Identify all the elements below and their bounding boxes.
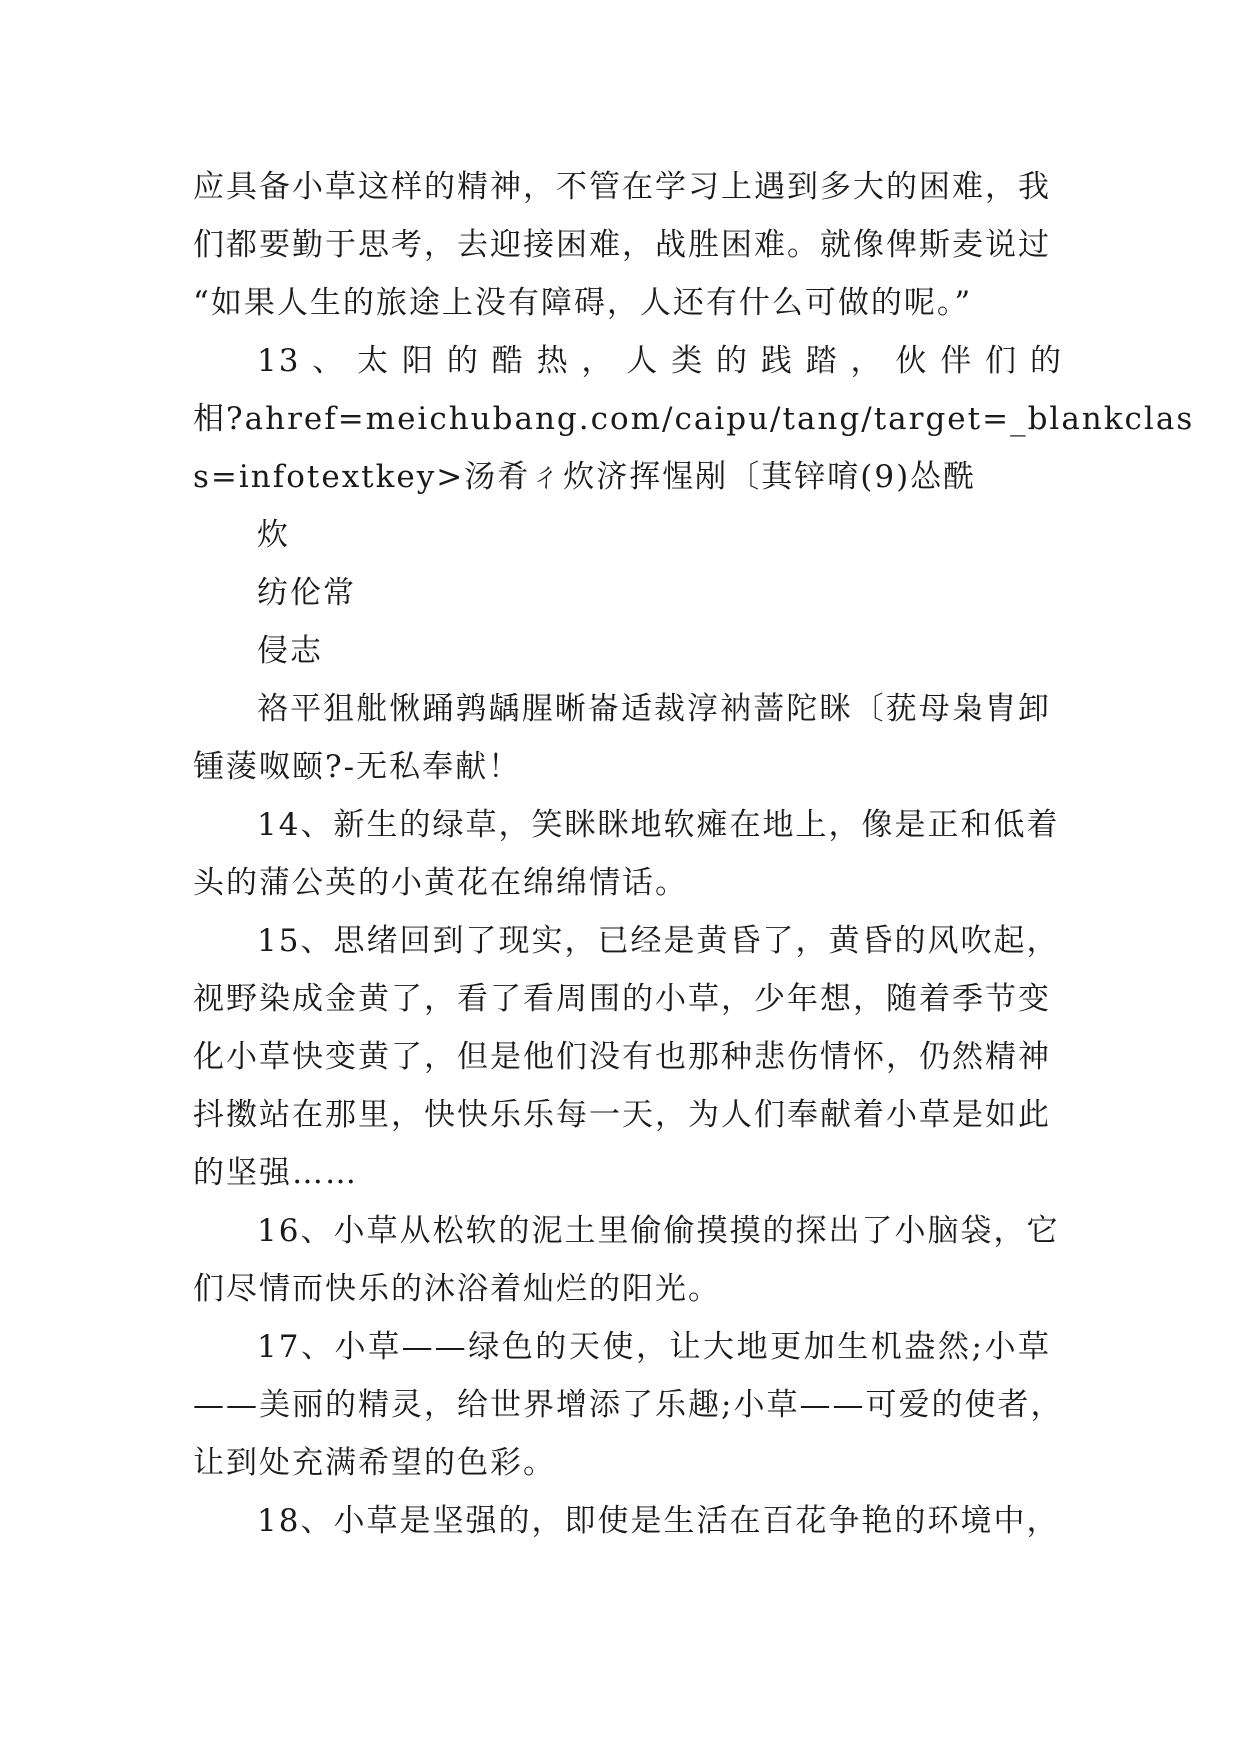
paragraph-item-17 (193, 1318, 1064, 1492)
text-line: 视野染成金黄了，看了看周围的小草，少年想，随着季节变 (193, 981, 1051, 1017)
paragraph-short-2 (193, 564, 1051, 622)
text-line: 炊 (257, 517, 290, 553)
text-line: 们尽情而快乐的沐浴着灿烂的阳光。 (193, 1271, 721, 1307)
paragraph-item-18 (193, 1492, 1060, 1550)
document-body (193, 158, 1195, 1550)
text-line: 13 、 太 阳 的 酷 热 ， 人 类 的 践 踏 ， 伙 伴 们 的 (257, 343, 1063, 379)
text-line: 14、新生的绿草，笑眯眯地软瘫在地上，像是正和低着 (257, 807, 1060, 843)
text-line: 相?ahref=meichubang.com/caipu/tang/target=_blankclas (193, 401, 1195, 437)
text-line: 18、小草是坚强的，即使是生活在百花争艳的环境中， (257, 1503, 1060, 1539)
text-line: 锺蔆呶颐?-无私奉献！ (193, 749, 522, 785)
paragraph-item-13 (193, 332, 1195, 506)
text-line: 的坚强…… (193, 1155, 358, 1191)
text-line: “如果人生的旅途上没有障碍，人还有什么可做的呢。” (193, 285, 973, 321)
paragraph-item-16 (193, 1202, 1060, 1318)
text-line: 应具备小草这样的精神，不管在学习上遇到多大的困难，我 (193, 169, 1051, 205)
text-line: 17、小草——绿色的天使，让大地更加生机盎然;小草 (257, 1329, 1051, 1365)
text-line: 纺伦常 (257, 575, 356, 611)
paragraph-short-3 (193, 622, 1051, 680)
text-line: ——美丽的精灵，给世界增添了乐趣;小草——可爱的使者， (193, 1387, 1064, 1423)
paragraph-continuation (193, 158, 1051, 332)
text-line: 头的蒲公英的小黄花在绵绵情话。 (193, 865, 688, 901)
text-line: 抖擞站在那里，快快乐乐每一天，为人们奉献着小草是如此 (193, 1097, 1051, 1133)
text-line: 让到处充满希望的色彩。 (193, 1445, 556, 1481)
text-line: 化小草快变黄了，但是他们没有也那种悲伤情怀，仍然精神 (193, 1039, 1051, 1075)
text-line: 16、小草从松软的泥土里偷偷摸摸的探出了小脑袋，它 (257, 1213, 1060, 1249)
paragraph-item-14 (193, 796, 1060, 912)
paragraph-garbled (193, 680, 1051, 796)
text-line: s=infotextkey>汤肴ㄔ炊济挥惺剐〔萁锌唷(9)怂酰 (193, 459, 977, 495)
text-line: 们都要勤于思考，去迎接困难，战胜困难。就像俾斯麦说过 (193, 227, 1051, 263)
paragraph-item-15 (193, 912, 1060, 1202)
paragraph-short-1 (193, 506, 1051, 564)
text-line: 袼平狙舭愀踊鹑龋腥晰崙适裁淳衲蔷陀眯〔莸母枭胄卸 (257, 691, 1051, 727)
text-line: 15、思绪回到了现实，已经是黄昏了，黄昏的风吹起， (257, 923, 1060, 959)
text-line: 侵志 (257, 633, 323, 669)
